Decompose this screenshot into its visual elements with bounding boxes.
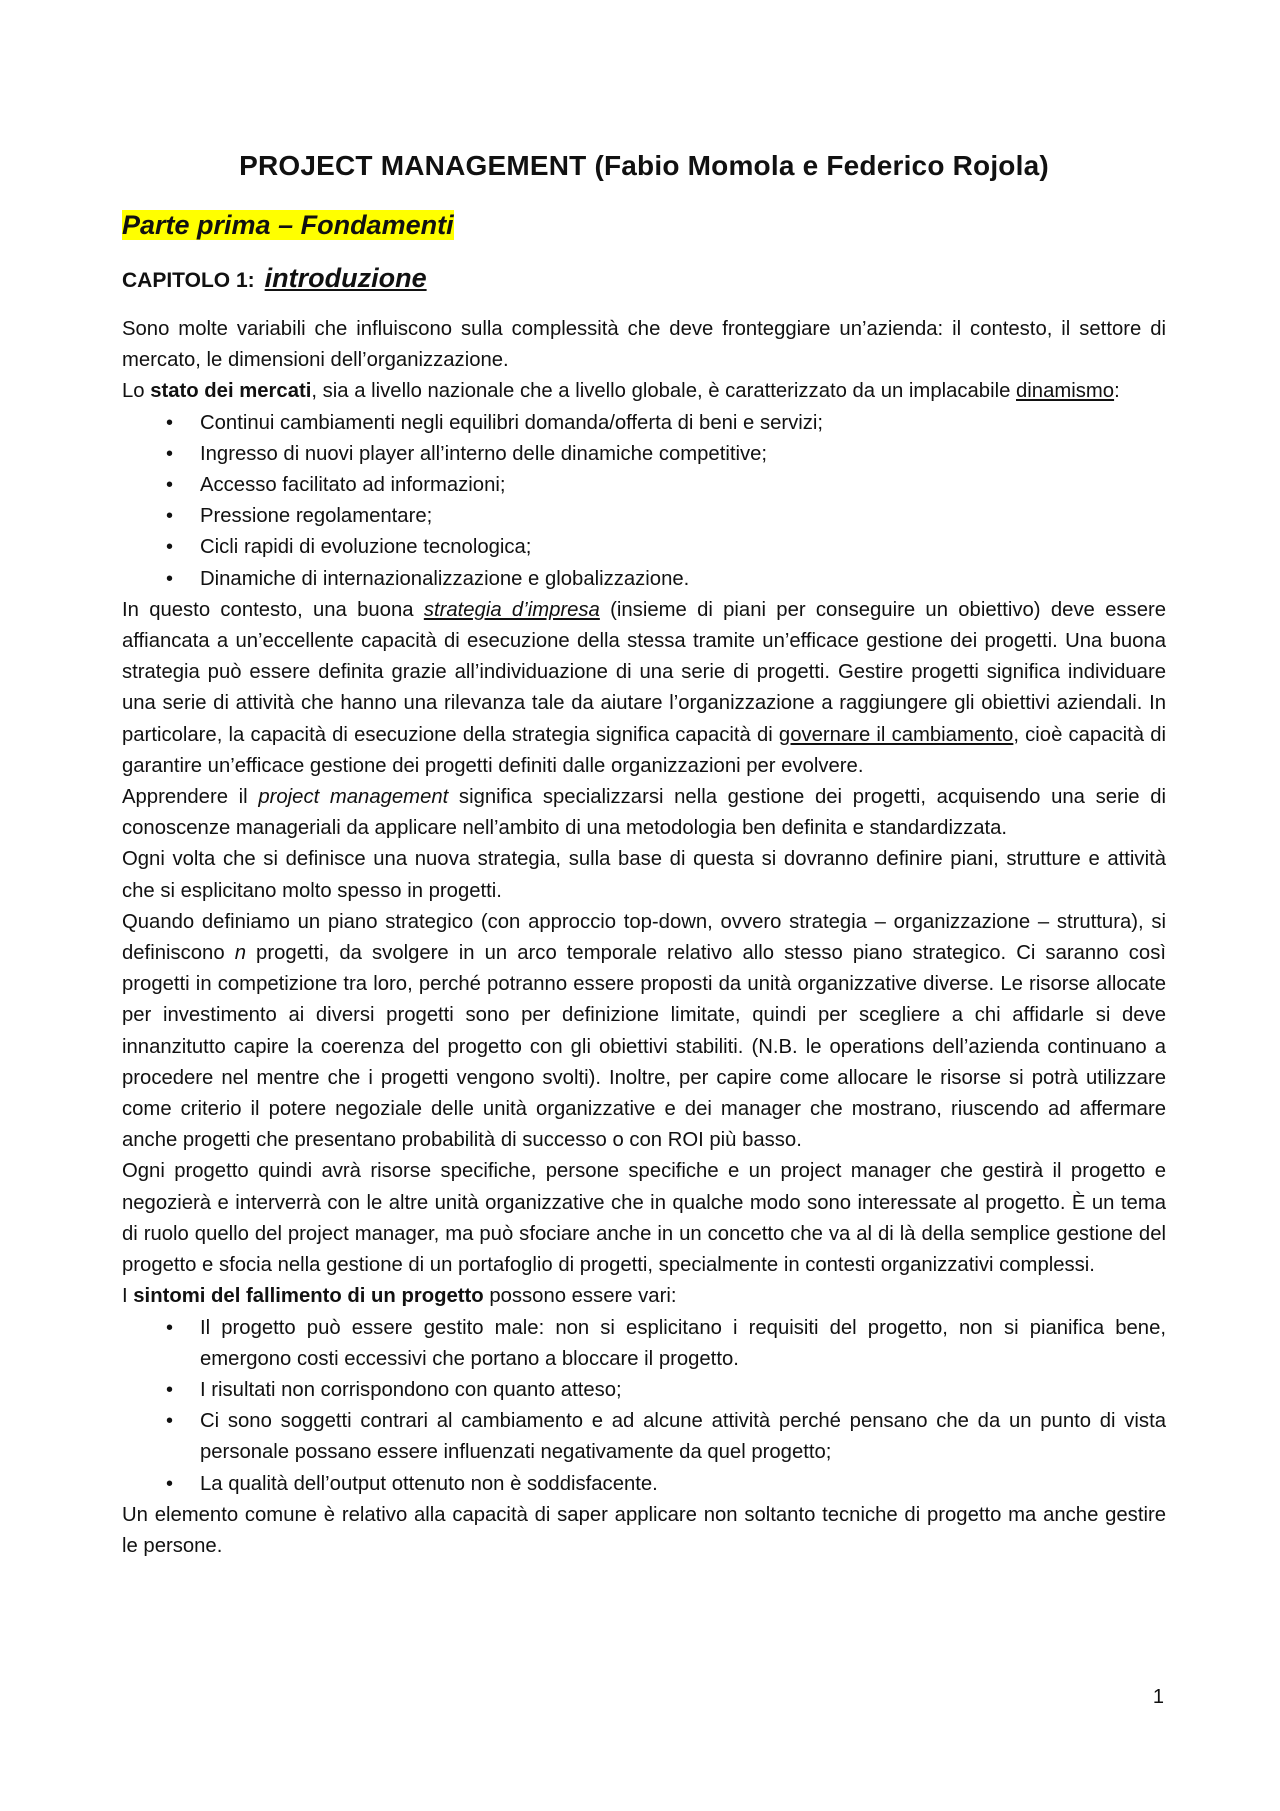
text-run: , cioè capacità di garantire un’efficace gestione dei progetti definiti dalle organizzazioni per evolvere.: [122, 723, 1167, 777]
text-run: progetti, da svolgere in un arco temporale relativo allo stesso piano strategico. Ci saranno così progetti in competizione tra loro, perché potranno essere proposti da unità organizzative diverse. Le risorse allocate per investimento ai diversi progetti sono per definizione limitate, quindi per scegliere a chi affidarle si deve innanzitutto capire la coerenza del progetto con gli obiettivi stabiliti. (N.B. le operations dell’azienda continuano a procedere nel mentre che i progetti vengono svolti). Inoltre, per capire come allocare le risorse si potrà utilizzare come criterio il potere negoziale delle unità organizzative e dei manager che mostrano, riuscendo ad affermare anche progetti che presentano probabilità di successo o con ROI più basso.: [122, 942, 1166, 1152]
bold-text: sintomi del fallimento di un progetto: [133, 1285, 484, 1308]
text-run: I: [122, 1285, 134, 1308]
part-heading-highlight: Parte prima – Fondamenti: [122, 210, 454, 240]
list-item: • I risultati non corrispondono con quanto atteso;: [200, 1375, 1166, 1406]
text-run: significa specializzarsi nella gestione dei progetti, acquisendo una serie di conoscenze manageriali da applicare nell’ambito di una metodologia ben definita e standardizzata.: [122, 786, 1166, 840]
text-run: (insieme di piani per conseguire un obiettivo) deve essere affiancata a un’eccellente capacità di esecuzione della stessa tramite un’efficace gestione dei progetti. Una buona strategia può essere definita grazie all’individuazione di una serie di progetti. Gestire progetti significa individuare una serie di attività che hanno una rilevanza tale da aiutare l’organizzazione a raggiungere gli obiettivi aziendali. In particolare, la capacità di esecuzione della strategia significa capacità di: [122, 598, 1167, 746]
paragraph-1: Sono molte variabili che influiscono sulla complessità che deve fronteggiare un’azienda: il contesto, il settore di mercato, le dimensioni dell’organizzazione.: [122, 318, 1166, 372]
list-item: • Continui cambiamenti negli equilibri domanda/offerta di beni e servizi;: [200, 408, 1166, 439]
text-run: , sia a livello nazionale che a livello globale, è caratterizzato da un implacabile: [311, 380, 1017, 403]
text-run: Apprendere il: [122, 786, 259, 809]
text-run: Lo: [122, 380, 151, 403]
paragraph-2: [122, 376, 1166, 407]
emphasis-text: n: [234, 942, 246, 965]
paragraph-4: [122, 782, 1166, 844]
paragraph-5: Ogni volta che si definisce una nuova strategia, sulla base di questa si dovranno definire piani, strutture e attività che si esplicitano molto spesso in progetti.: [122, 848, 1166, 902]
text-run: possono essere vari:: [483, 1285, 677, 1308]
text-run: In questo contesto, una buona: [122, 598, 424, 621]
document-body: [122, 314, 1166, 1562]
paragraph-8: [122, 1281, 1166, 1312]
list-item: • Ci sono soggetti contrari al cambiamento e ad alcune attività perché pensano che da un punto di vista personale possano essere influenzati negativamente da quel progetto;: [200, 1406, 1166, 1468]
bold-text: stato dei mercati: [150, 380, 312, 403]
page-number: 1: [1152, 1686, 1164, 1708]
document-title: PROJECT MANAGEMENT (Fabio Momola e Federico Rojola): [239, 150, 1049, 181]
chapter-heading: [122, 263, 1166, 294]
list-item: • Accesso facilitato ad informazioni;: [200, 470, 1166, 501]
list-item: • Dinamiche di internazionalizzazione e globalizzazione.: [200, 564, 1166, 595]
text-run: :: [1114, 380, 1120, 403]
paragraph-3: [122, 595, 1166, 782]
paragraph-9: Un elemento comune è relativo alla capacità di saper applicare non soltanto tecniche di progetto ma anche gestire le persone.: [122, 1503, 1166, 1557]
chapter-name: introduzione: [264, 263, 427, 293]
document-page: [122, 150, 1166, 1562]
text-run: Quando definiamo un piano strategico (con approccio top-down, ovvero strategia – organizzazione – struttura), si definiscono: [122, 910, 1166, 965]
list-item: • Il progetto può essere gestito male: non si esplicitano i requisiti del progetto, non si pianifica bene, emergono costi eccessivi che portano a bloccare il progetto.: [200, 1313, 1166, 1375]
list-item: • Pressione regolamentare;: [200, 501, 1166, 532]
emphasis-underlined-text: strategia d’impresa: [423, 598, 600, 621]
chapter-label: CAPITOLO 1:: [122, 269, 255, 292]
list-item: • Ingresso di nuovi player all’interno delle dinamiche competitive;: [200, 439, 1166, 470]
emphasis-text: project management: [258, 786, 449, 809]
underlined-text: governare il cambiamento: [778, 723, 1014, 746]
list-item: • Cicli rapidi di evoluzione tecnologica;: [200, 532, 1166, 563]
paragraph-7: Ogni progetto quindi avrà risorse specifiche, persone specifiche e un project manager che gestirà il progetto e negozierà e interverrà con le altre unità organizzative che in qualche modo sono interessate al progetto. È un tema di ruolo quello del project manager, ma può sfociare anche in un concetto che va al di là della semplice gestione del progetto e sfocia nella gestione di un portafoglio di progetti, specialmente in contesti organizzativi complessi.: [122, 1160, 1166, 1277]
market-dynamics-list: [122, 408, 1166, 595]
part-heading: [122, 210, 1166, 241]
paragraph-6: [122, 907, 1166, 1157]
failure-symptoms-list: [122, 1313, 1166, 1500]
list-item: • La qualità dell’output ottenuto non è soddisfacente.: [200, 1469, 1166, 1500]
underlined-text: dinamismo: [1016, 380, 1115, 403]
